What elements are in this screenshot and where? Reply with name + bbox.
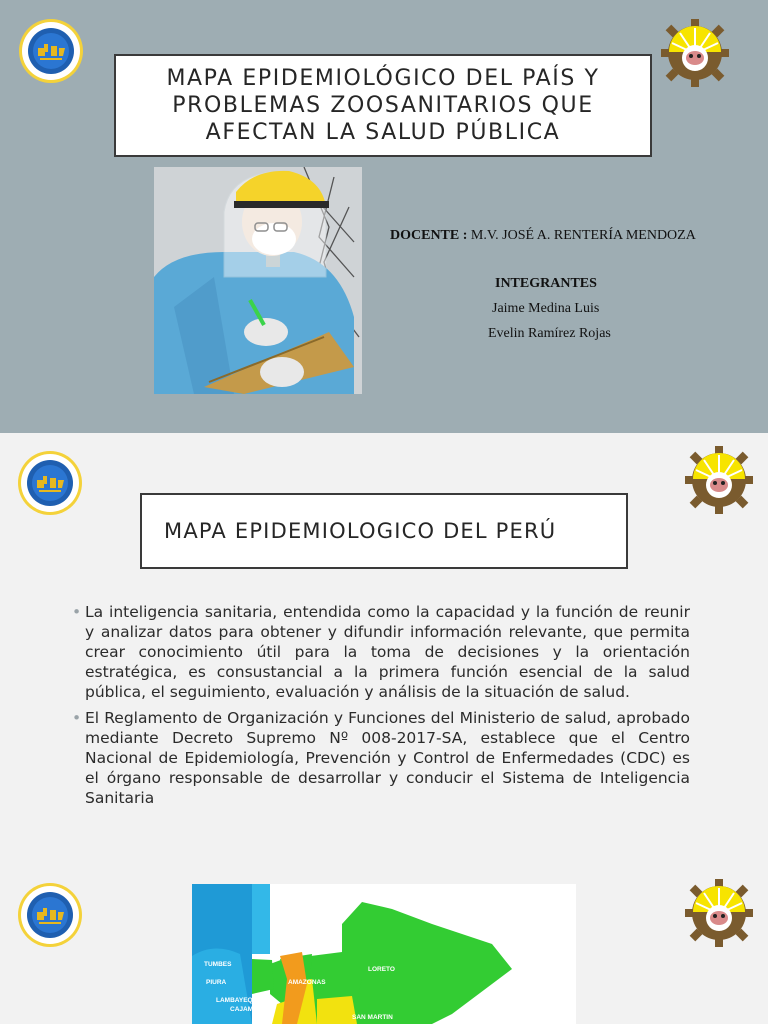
member-name: Evelin Ramírez Rojas [488,326,611,341]
page-title: MAPA EPIDEMIOLÓGICO DEL PAÍS Y PROBLEMAS ZOOSANITARIOS QUE AFECTAN LA SALUD PÚBLICA [166,66,600,145]
university-logo [17,882,83,948]
map-label: CAJAMARCA [230,1006,272,1013]
bullet-item [72,602,690,702]
bullet-dot-icon: • [72,709,82,727]
map-label: LORETO [368,966,395,973]
map-label: AMAZONAS [288,979,326,986]
faculty-logo [684,445,754,515]
member-name: Jaime Medina Luis [492,301,600,316]
map-label: SAN MARTIN [352,1014,393,1021]
peru-epidemiological-map [192,884,576,1024]
university-logo [17,450,83,516]
university-logo [18,18,84,84]
section-title: MAPA EPIDEMIOLOGICO DEL PERÚ [164,519,557,543]
map-label: LAMBAYEQUE [216,997,262,1004]
bullet-dot-icon: • [72,603,82,621]
bullet-item [72,708,690,808]
map-label: PIURA [206,979,227,986]
title-box [114,54,652,157]
faculty-logo [660,18,730,88]
teacher-name: M.V. JOSÉ A. RENTERÍA MENDOZA [467,228,696,243]
bullet-text: El Reglamento de Organización y Funciones del Ministerio de salud, aprobado mediante Decreto Supremo Nº 008-2017-SA, establece que el Centro Nacional de Epidemiología, Prevención y Control de Enfermedades (CDC) es el órgano responsable de desarrollar y conducir el Sistema de Inteligencia Sanitaria [85,709,690,807]
faculty-logo [684,878,754,948]
health-worker-photo [154,167,362,394]
section-title-box [140,493,628,569]
members-heading: INTEGRANTES [495,276,597,291]
teacher-label: DOCENTE : [390,228,468,243]
slide-3 [0,863,768,1024]
map-label: TUMBES [204,961,232,968]
teacher-line [390,228,696,244]
slide-1 [0,0,768,433]
bullet-text: La inteligencia sanitaria, entendida como la capacidad y la función de reunir y analizar datos para obtener y difundir información relevante, que permita crear conocimiento útil para la toma de decisiones y la orientación estratégica, es consustancial a la primera función esencial de la salud pública, el seguimiento, evaluación y análisis de la situación de salud. [85,603,690,701]
bullet-list [72,602,690,814]
slide-2 [0,433,768,863]
